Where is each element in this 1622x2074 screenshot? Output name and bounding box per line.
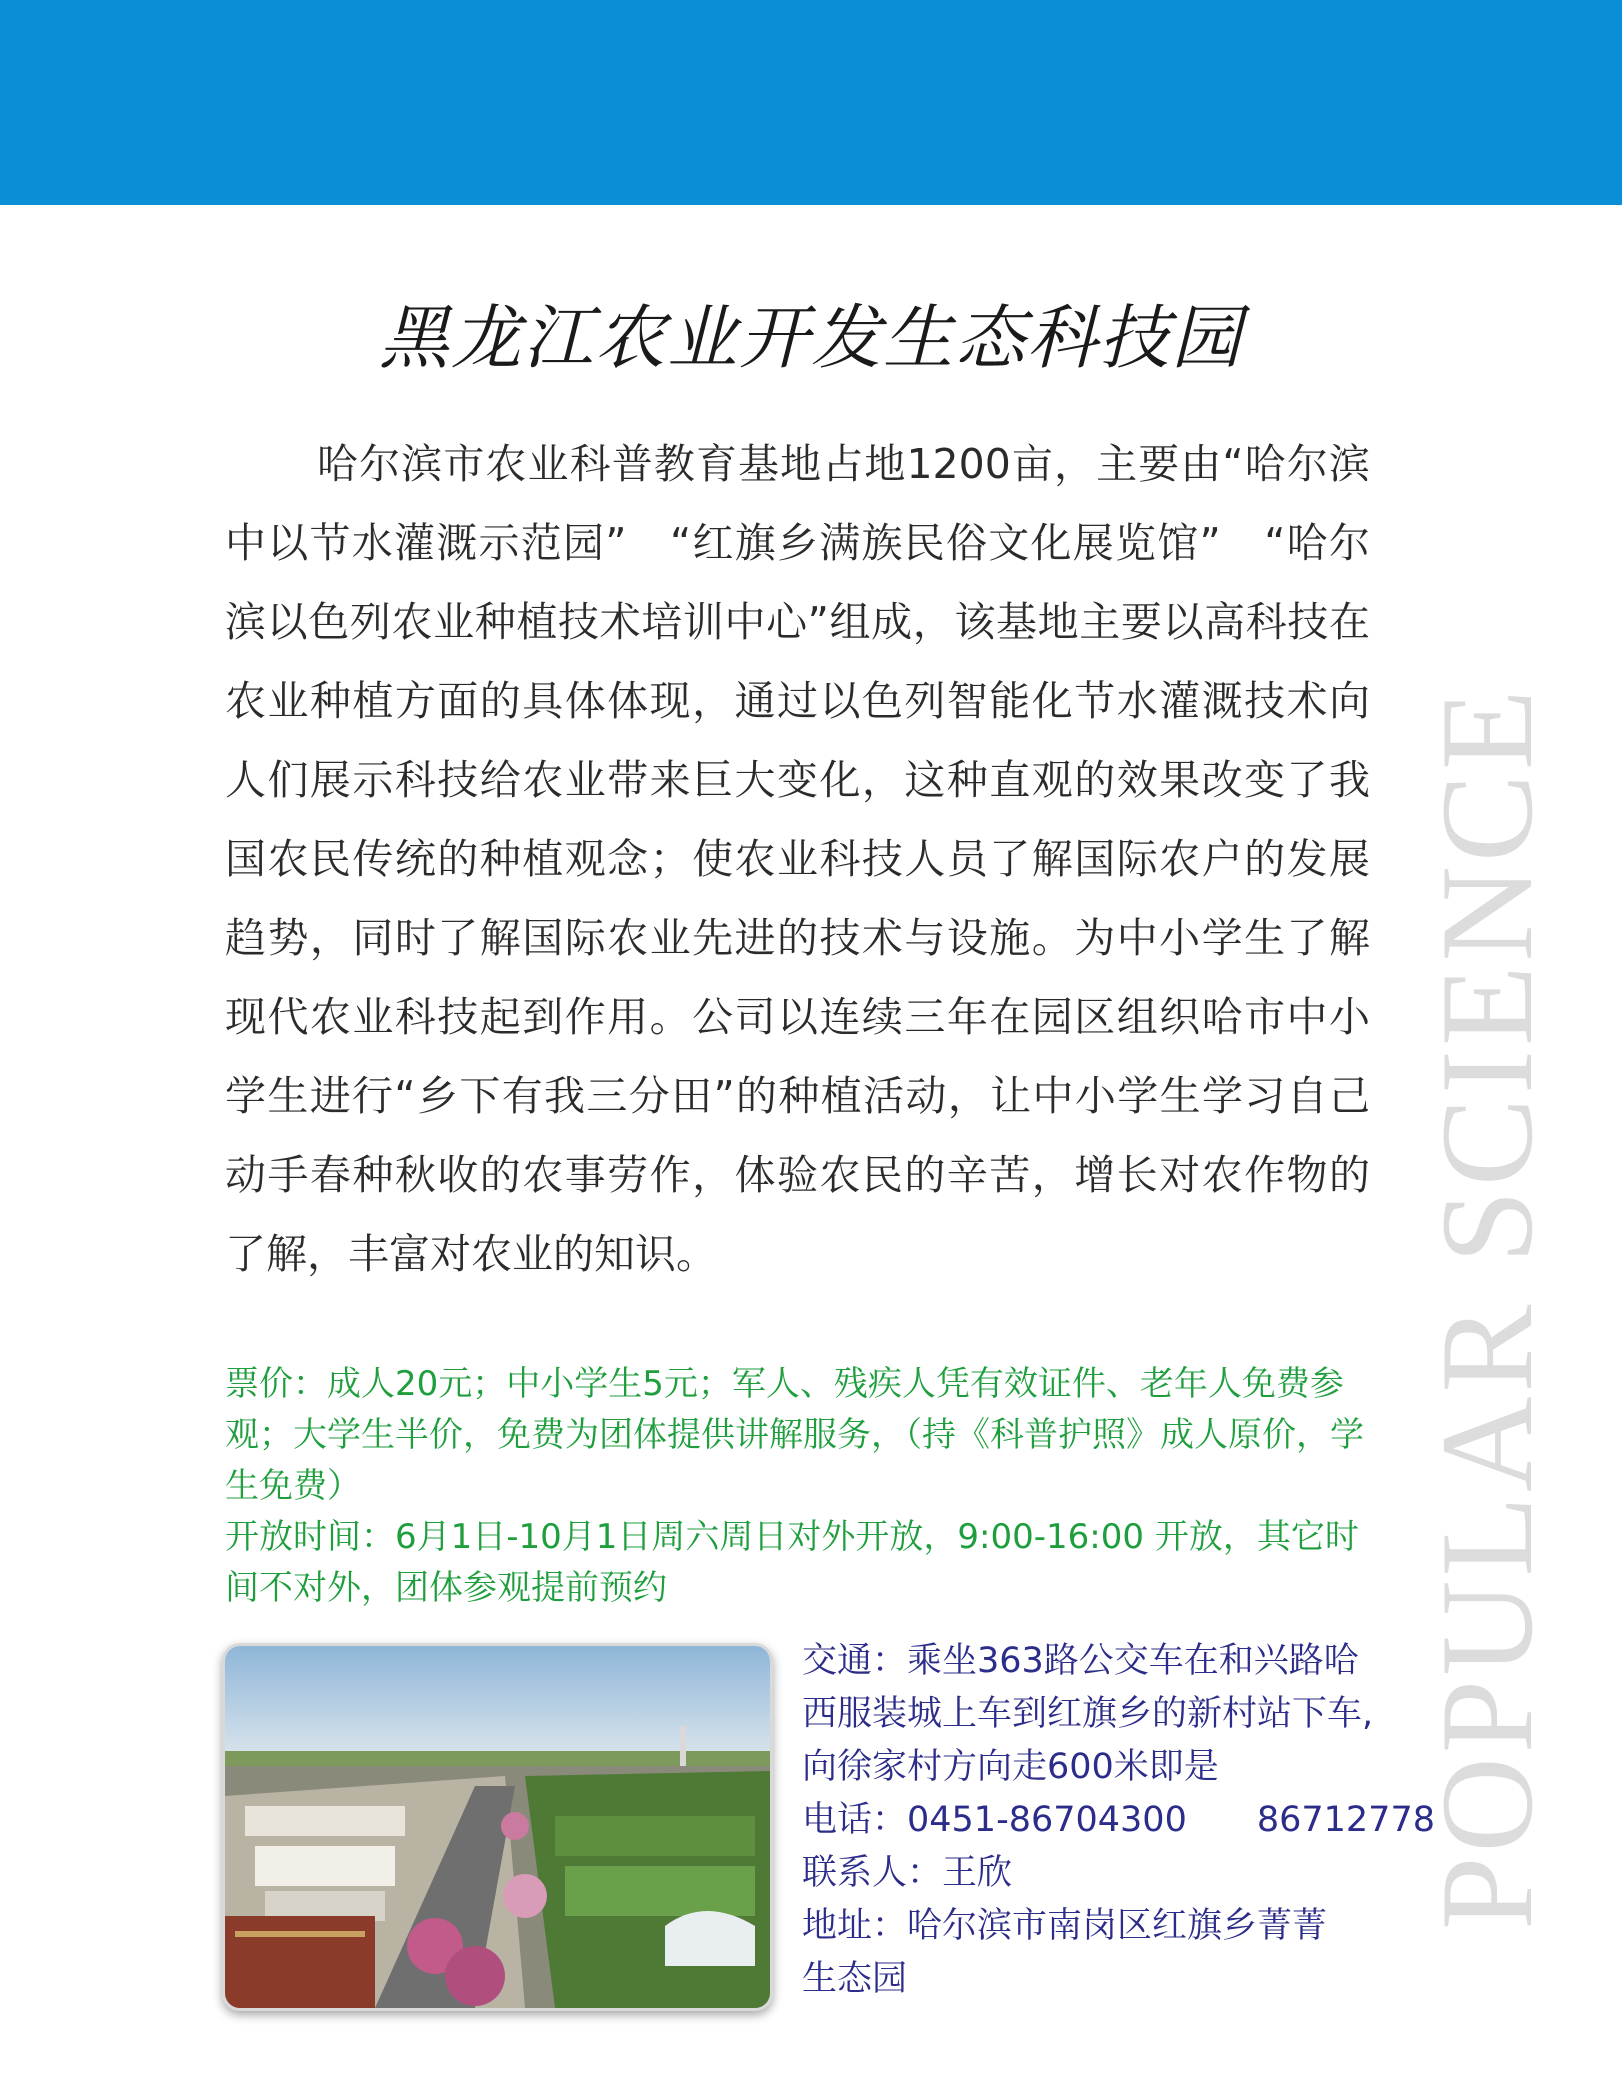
park-aerial-photo xyxy=(222,1643,773,2011)
address-line-1: 地址：哈尔滨市南岗区红旗乡菁菁 xyxy=(802,1906,1328,1946)
body-paragraph: 哈尔滨市农业科普教育基地占地1200亩，主要由“哈尔滨中以节水灌溉示范园” “红旗乡满族民俗文化展览馆” “哈尔滨以色列农业种植技术培训中心”组成，该基地主要以高科技在农业种植方面的具体体现，通过以色列智能化节水灌溉技术向人们展示科技给农业带来巨大变化，这种直观的效果改变了我国农民传统的种植观念；使农业科技人员了解国际农户的发展趋势，同时了解国际农业先进的技术与设施。为中小学生了解现代农业科技起到作用。公司以连续三年在园区组织哈市中小学生进行“乡下有我三分田”的种植活动，让中小学生学习自己动手春种秋收的农事劳作，体验农民的辛苦，增长对农作物的了解，丰富对农业的知识。 xyxy=(225,440,1370,1278)
transport-line-3: 向徐家村方向走600米即是 xyxy=(802,1747,1219,1787)
ticket-price-info: 票价：成人20元；中小学生5元；军人、残疾人凭有效证件、老年人免费参观；大学生半价，免费为团体提供讲解服务，（持《科普护照》成人原价，学生免费） xyxy=(225,1364,1364,1506)
opening-hours-info: 开放时间：6月1日-10月1日周六周日对外开放，9:00-16:00 开放，其它时间不对外，团体参观提前预约 xyxy=(225,1517,1359,1608)
transport-line-2: 西服装城上车到红旗乡的新村站下车, xyxy=(802,1694,1374,1734)
popular-science-side-text: POPULAR SCIENCE xyxy=(1413,685,1560,1930)
contact-person-line: 联系人：王欣 xyxy=(802,1853,1013,1893)
top-blue-band xyxy=(0,0,1622,205)
address-line-2: 生态园 xyxy=(802,1959,908,1999)
transport-line-1: 交通：乘坐363路公交车在和兴路哈 xyxy=(802,1641,1359,1681)
contact-info xyxy=(802,1635,1435,2006)
page-title: 黑龙江农业开发生态科技园 xyxy=(379,297,1243,379)
phone-line: 电话：0451-86704300 86712778 xyxy=(802,1800,1435,1840)
